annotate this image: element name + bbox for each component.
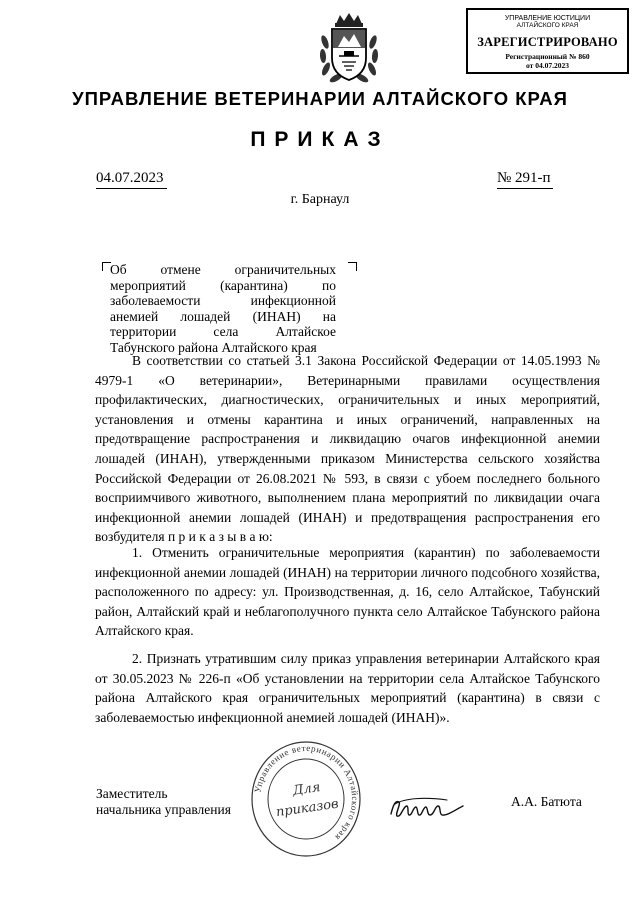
order-number: № 291-п [497, 170, 553, 189]
order-item-1-text: 1. Отменить ограничительные мероприятия (карантин) по заболеваемости инфекционной анемии лошадей (ИНАН) на территории личного подсобного хозяйства, расположенного по адресу: ул. Производственная, д. 16, село Алтайское, Табунский район, Алтайский край и неблагополучного пункта село Алтайское Табунского района Алтайского края. [95, 545, 600, 639]
subject-bracket-right [348, 262, 357, 271]
coat-of-arms-icon [316, 12, 382, 86]
order-word: п р и к а з ы в а ю: [167, 529, 273, 545]
document-type-title: ПРИКАЗ [250, 128, 390, 151]
order-item-2-text: 2. Признать утратившим силу приказ управления ветеринарии Алтайского края от 30.05.2023 № 226-п «Об установлении на территории села Алтайское Табунского района Алтайского края ограничительных мероприятий (карантина) в связи с заболеваемостью инфекционной анемией лошадей (ИНАН)». [95, 651, 600, 725]
signer-position-line2: начальника управления [96, 801, 231, 817]
order-city: г. Барнаул [290, 192, 350, 207]
order-item-1 [95, 543, 600, 641]
organization-title: УПРАВЛЕНИЕ ВЕТЕРИНАРИИ АЛТАЙСКОГО КРАЯ [72, 88, 568, 109]
order-subject: Об отмене ограничительных мероприятий (карантина) по заболеваемости инфекционной анемией лошадей (ИНАН) на территории села Алтайское Табунского района Алтайского края [110, 262, 336, 355]
registration-stamp [466, 8, 629, 74]
round-seal-stamp [250, 740, 362, 858]
stamp-center-line1: Для [292, 779, 322, 799]
stamp-reg-number: Регистрационный № 860 [505, 52, 590, 61]
stamp-authority-line1: УПРАВЛЕНИЕ ЮСТИЦИИ [504, 15, 591, 22]
handwritten-signature [385, 792, 467, 824]
order-date: 04.07.2023 [96, 170, 167, 189]
stamp-reg-date: от 04.07.2023 [526, 60, 569, 70]
stamp-authority-line2: АЛТАЙСКОГО КРАЯ [516, 22, 579, 29]
stamp-center-line2: приказов [275, 796, 340, 821]
preamble-paragraph [95, 351, 600, 547]
stamp-outer-text: Управление ветеринарии Алтайского края [252, 742, 361, 843]
stamp-status: ЗАРЕГИСТРИРОВАНО [477, 34, 618, 49]
signer-name: А.А. Батюта [511, 794, 582, 809]
signer-position-line1: Заместитель [96, 786, 168, 801]
preamble-text: В соответствии со статьей 3.1 Закона Российской Федерации от 14.05.1993 № 4979-1 «О ветеринарии», Ветеринарными правилами осуществления профилактических, диагностических, ограничительных и иных мероприятий, установления и отмены карантина и иных ограничений, направленных на предотвращение распространения и ликвидацию очагов инфекционной анемии лошадей (ИНАН), утвержденными приказом Министерства сельского хозяйства Российской Федерации от 26.08.2021 № 593, в связи с убоем последнего больного восприимчивого животного, выполнением плана мероприятий по ликвидации очага инфекционной анемии лошадей (ИНАН) и предотвращения распространения его возбудителя [95, 353, 600, 545]
order-item-2 [95, 649, 600, 727]
signer-position [96, 786, 231, 817]
